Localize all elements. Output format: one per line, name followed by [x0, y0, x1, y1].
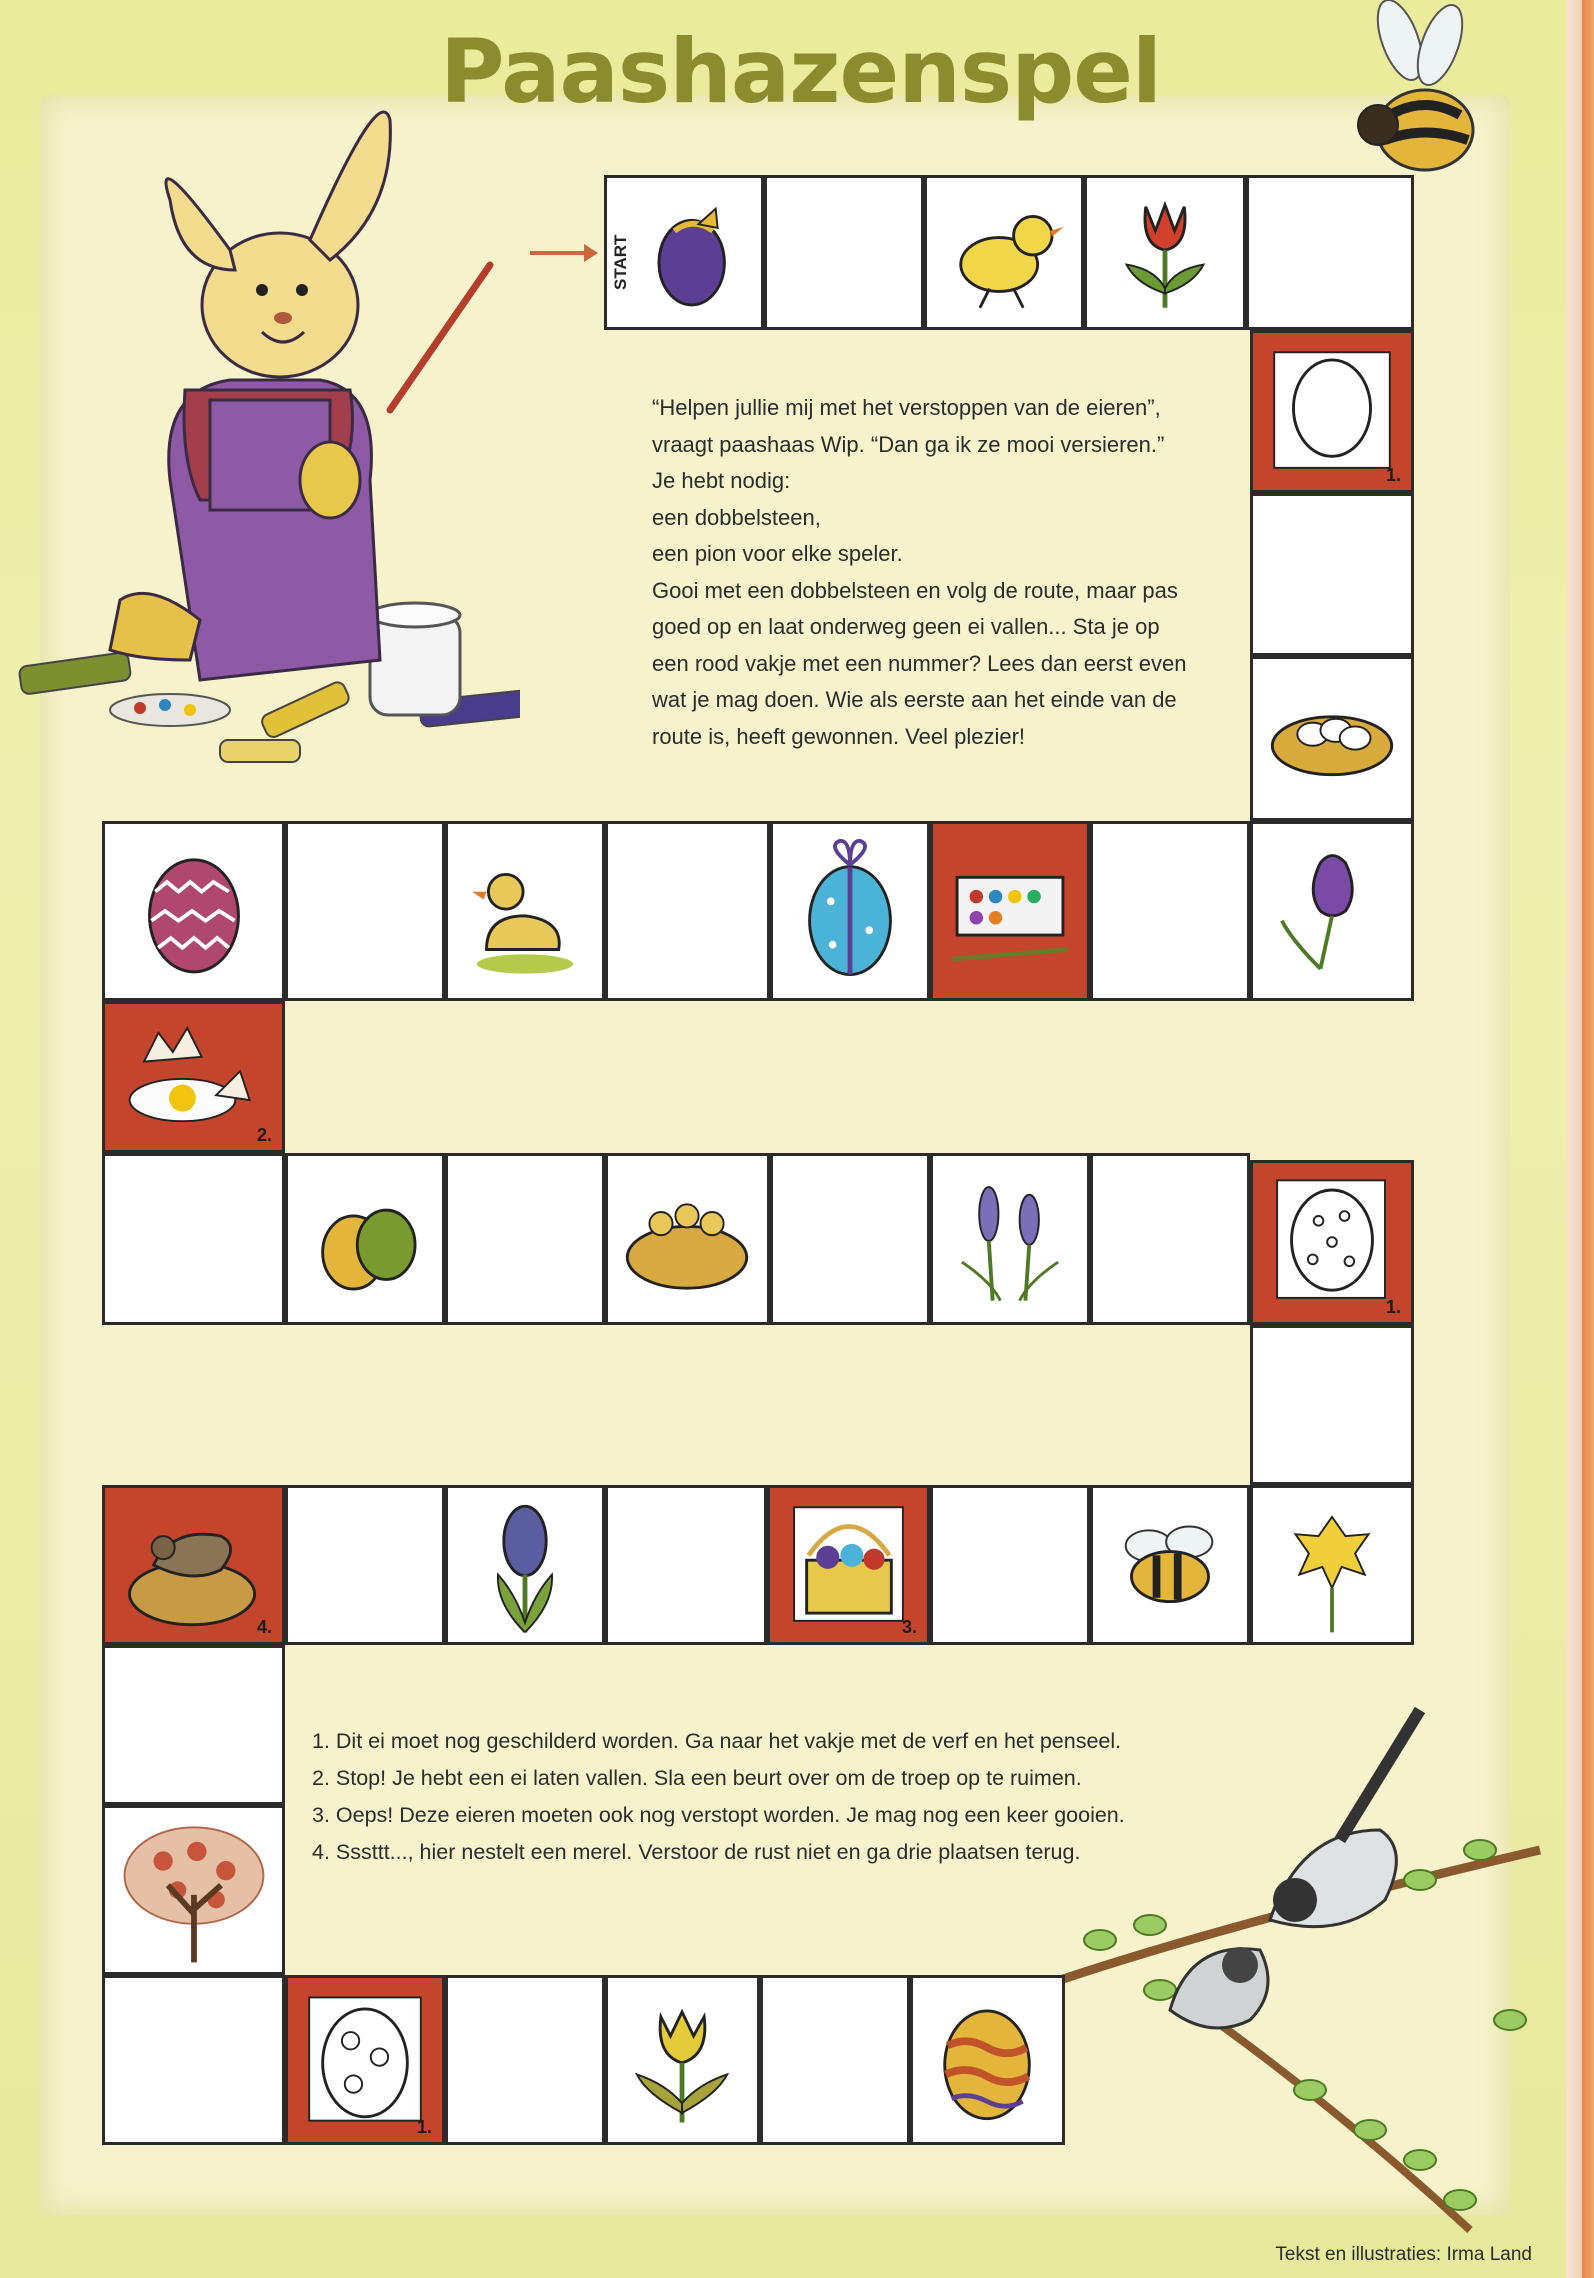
- board-square[interactable]: [770, 1153, 930, 1325]
- board-square-hyacinth[interactable]: [445, 1485, 605, 1645]
- grape-hyacinth-icon: [933, 1156, 1087, 1322]
- board-square-broken-egg-special[interactable]: [102, 1001, 285, 1153]
- board-square-chick[interactable]: [924, 175, 1084, 330]
- chicks-in-nest-icon: [608, 1156, 767, 1322]
- board-square-basket-special[interactable]: [767, 1485, 930, 1645]
- board-square[interactable]: [445, 1153, 605, 1325]
- board-square-daffodil[interactable]: [1250, 1485, 1414, 1645]
- board-square[interactable]: [285, 821, 445, 1001]
- board-square[interactable]: [285, 1485, 445, 1645]
- board-square-paintbox[interactable]: [930, 821, 1090, 1001]
- board-square-painted-eggs-special[interactable]: [1250, 330, 1414, 493]
- board-square-tree[interactable]: [102, 1805, 285, 1975]
- rule-item: 1. Dit ei moet nog geschilderd worden. Ga naar het vakje met de verf en het penseel.: [312, 1729, 1122, 1753]
- striped-egg-icon: [913, 1978, 1062, 2142]
- intro-line: een pion voor elke speler.: [652, 541, 903, 566]
- board-square[interactable]: [102, 1645, 285, 1805]
- chick-icon: [927, 178, 1081, 327]
- rule-item: 3. Oeps! Deze eieren moeten ook nog verstopt worden. Je mag nog een keer gooien.: [312, 1803, 1125, 1827]
- intro-text: [652, 390, 1186, 755]
- board-square-zigzag-egg[interactable]: [102, 821, 285, 1001]
- start-label: START: [611, 234, 630, 290]
- zigzag-egg-icon: [105, 824, 282, 998]
- intro-line: een dobbelsteen,: [652, 504, 821, 530]
- board-square-nest-special[interactable]: [102, 1485, 285, 1645]
- board-square-duckling[interactable]: [445, 821, 605, 1001]
- rules-list: [312, 1723, 1125, 1871]
- nest-with-eggs-icon: [1253, 659, 1411, 818]
- bunny-painter-illustration: [0, 60, 520, 780]
- daffodil-icon: [1253, 1488, 1411, 1642]
- board-square-striped-egg[interactable]: [910, 1975, 1065, 2145]
- two-eggs-icon: [288, 1156, 442, 1322]
- board-square[interactable]: [1090, 1153, 1250, 1325]
- broken-egg-icon: [105, 1004, 282, 1150]
- purple-egg-bow-icon: [607, 178, 761, 327]
- start-arrow-icon: [528, 240, 598, 266]
- crocus-icon: [1253, 824, 1411, 998]
- board-square[interactable]: [1246, 175, 1414, 330]
- yellow-tulip-icon: [608, 1978, 757, 2142]
- square-number: 3.: [901, 1617, 917, 1637]
- intro-line: vraagt paashaas Wip. “Dan ga ik ze mooi versieren.”: [652, 431, 1165, 457]
- blue-ribbon-egg-icon: [773, 824, 927, 998]
- board-square-red-tulip[interactable]: [1084, 175, 1246, 330]
- board-square[interactable]: [760, 1975, 910, 2145]
- blossom-tree-icon: [105, 1808, 282, 1972]
- square-number: 1.: [1385, 1297, 1401, 1317]
- board-square-nest[interactable]: [1250, 656, 1414, 821]
- board-square[interactable]: [1250, 1325, 1414, 1485]
- paintbox-icon: [933, 824, 1087, 998]
- board-square[interactable]: [605, 1485, 767, 1645]
- duckling-icon: [448, 824, 602, 998]
- square-number: 1.: [416, 2117, 432, 2137]
- board-square[interactable]: [930, 1485, 1090, 1645]
- board-square-two-eggs[interactable]: [285, 1153, 445, 1325]
- bee-illustration: [1330, 0, 1480, 200]
- board-square[interactable]: [764, 175, 924, 330]
- rule-item: 2. Stop! Je hebt een ei laten vallen. Sla een beurt over om de troep op te ruimen.: [312, 1766, 1082, 1790]
- intro-line: route is, heeft gewonnen. Veel plezier!: [652, 723, 1026, 749]
- square-number: 1.: [1385, 465, 1401, 485]
- page-title: Paashazenspel: [440, 20, 1162, 123]
- board-square-chicks-nest[interactable]: [605, 1153, 770, 1325]
- intro-line: goed op en laat onderweg geen ei vallen... Sta je op: [652, 614, 1160, 639]
- bee-icon: [1093, 1488, 1247, 1642]
- board-square-grape-hyacinth[interactable]: [930, 1153, 1090, 1325]
- board-square[interactable]: [1090, 821, 1250, 1001]
- red-tulip-icon: [1087, 178, 1243, 327]
- board-square[interactable]: [445, 1975, 605, 2145]
- board-square-yellow-tulip[interactable]: [605, 1975, 760, 2145]
- intro-line: “Helpen jullie mij met het verstoppen van de eieren”,: [652, 395, 1161, 420]
- board-square[interactable]: [1250, 493, 1414, 656]
- board-square-blue-egg[interactable]: [770, 821, 930, 1001]
- board-square[interactable]: [605, 821, 770, 1001]
- board-square-dotted-egg-special[interactable]: [1250, 1160, 1414, 1325]
- board-square[interactable]: [102, 1975, 285, 2145]
- bird-on-nest-icon: [105, 1488, 282, 1642]
- board-square[interactable]: [102, 1153, 285, 1325]
- intro-line: een rood vakje met een nummer? Lees dan eerst even: [652, 650, 1187, 676]
- board-square-bee[interactable]: [1090, 1485, 1250, 1645]
- credit-line: Tekst en illustraties: Irma Land: [1275, 2244, 1532, 2265]
- intro-line: Gooi met een dobbelsteen en volg de route, maar pas: [652, 577, 1178, 603]
- board-square-start[interactable]: [604, 175, 764, 330]
- board-square-flower-egg-special[interactable]: [285, 1975, 445, 2145]
- square-number: 2.: [256, 1125, 272, 1145]
- rule-item: 4. Sssttt..., hier nestelt een merel. Verstoor de rust niet en ga drie plaatsen terug.: [312, 1840, 1081, 1864]
- hyacinth-icon: [448, 1488, 602, 1642]
- intro-line: wat je mag doen. Wie als eerste aan het einde van de: [652, 687, 1177, 712]
- board-square-crocus[interactable]: [1250, 821, 1414, 1001]
- page-edge: [1566, 0, 1594, 2278]
- intro-line: Je hebt nodig:: [652, 468, 791, 493]
- square-number: 4.: [256, 1617, 272, 1637]
